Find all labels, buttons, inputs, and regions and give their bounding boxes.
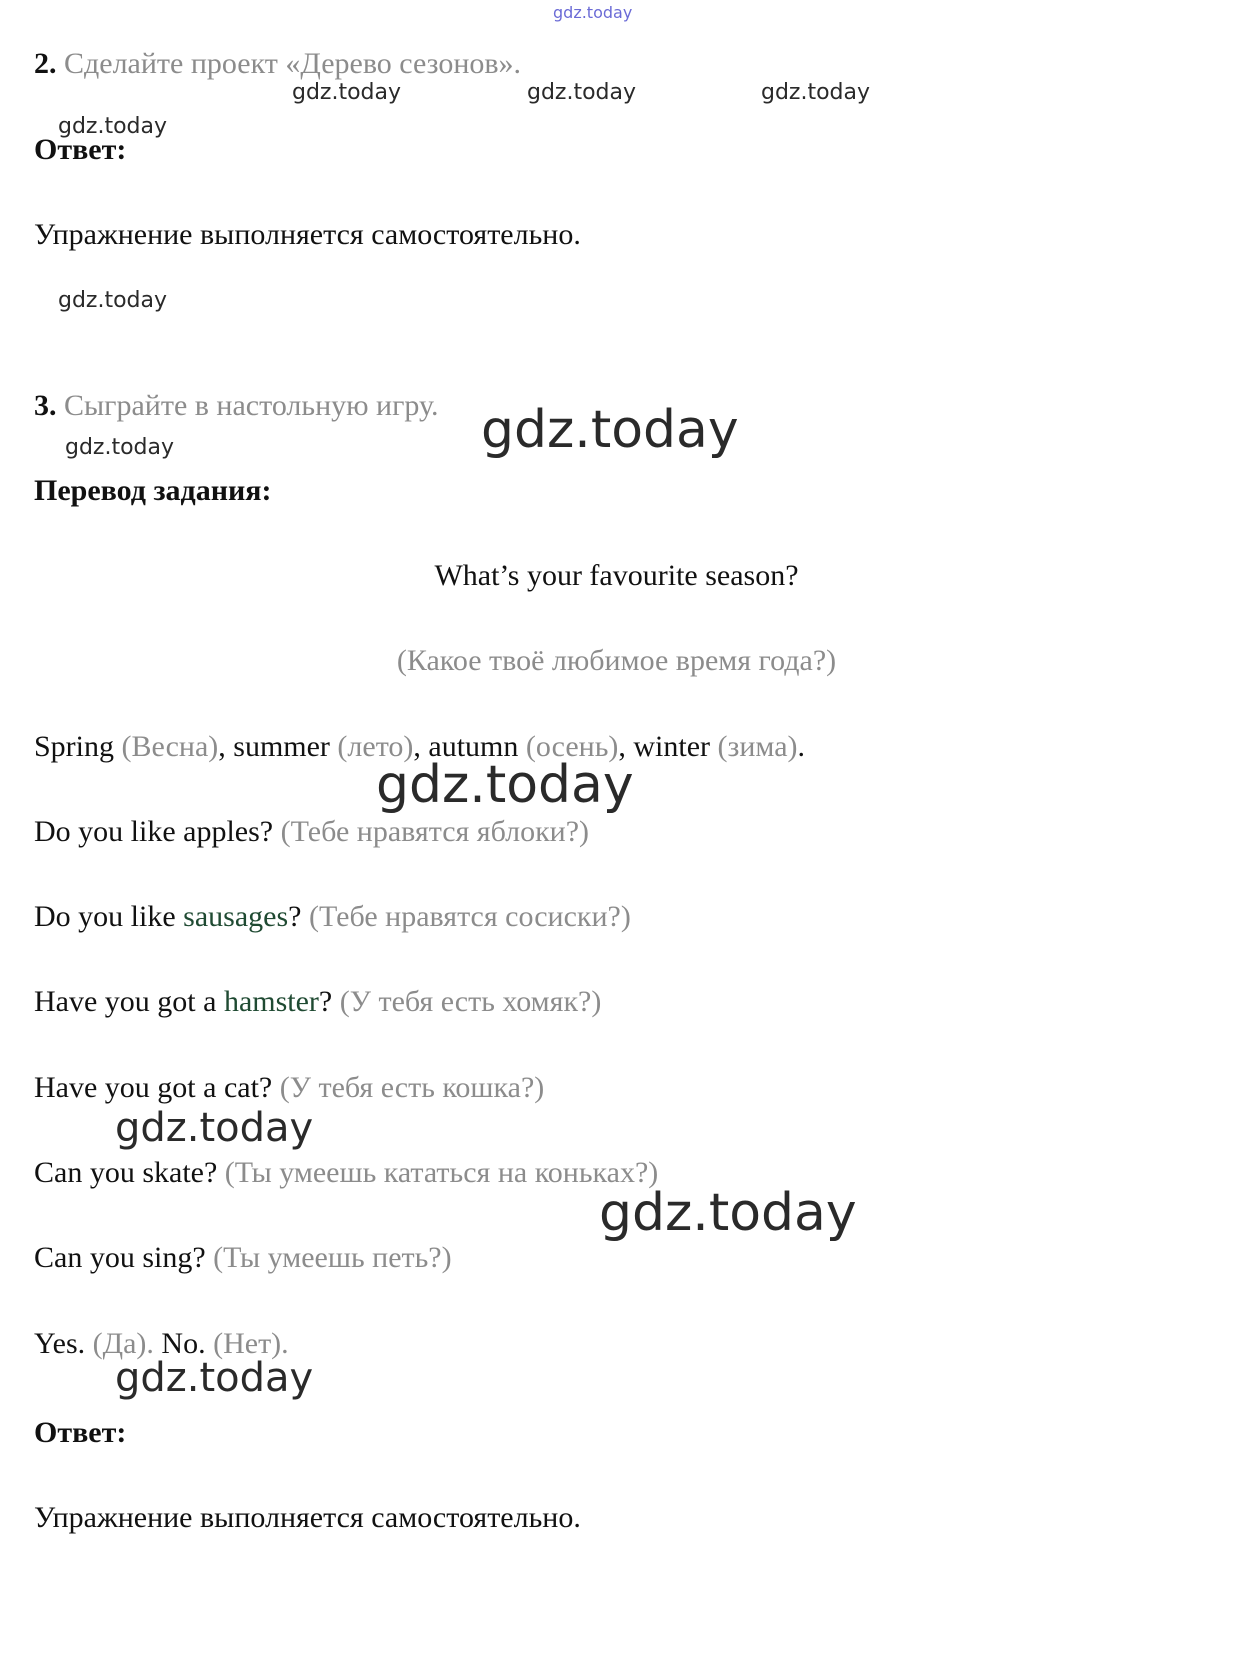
task2-answer-text: Упражнение выполняется самостоятельно. — [34, 218, 581, 251]
question-hamster-ru: (У тебя есть хомяк?) — [339, 985, 602, 1018]
task3-number: 3. — [34, 389, 57, 422]
translation-label: Перевод задания: — [34, 474, 272, 507]
seasons-line: Spring (Весна), summer (лето), autumn (осень), winter (зима). — [34, 730, 805, 763]
question-hamster-en-c: ? — [318, 985, 333, 1018]
task3-title — [34, 388, 439, 424]
watermark: gdz.today — [58, 114, 168, 139]
task2-number: 2. — [34, 47, 57, 80]
question-sausages-ru: (Тебе нравятся сосиски?) — [308, 900, 631, 933]
season-winter: winter — [633, 730, 711, 763]
task2-title — [34, 46, 521, 82]
season-spring: Spring — [34, 730, 115, 763]
question-hamster — [34, 984, 601, 1020]
question-hamster-en-a: Have you got a — [34, 985, 217, 1018]
question-apples-ru: (Тебе нравятся яблоки?) — [280, 815, 590, 848]
season-autumn: autumn — [428, 730, 519, 763]
question-skate — [34, 1155, 658, 1191]
watermark: gdz.today — [376, 755, 634, 815]
watermark: gdz.today — [65, 435, 175, 460]
watermark: gdz.today — [292, 80, 402, 105]
task2-answer-label: Ответ: — [34, 133, 127, 166]
watermark: gdz.today — [115, 1105, 314, 1151]
heading-en: What’s your favourite season? — [434, 559, 799, 592]
watermark: gdz.today — [481, 400, 739, 460]
season-winter-ru: (зима) — [717, 730, 798, 763]
season-summer-ru: (лето) — [337, 730, 414, 763]
question-sing — [34, 1240, 452, 1276]
watermark: gdz.today — [599, 1183, 857, 1243]
task3-text: Сыграйте в настольную игру. — [64, 389, 439, 422]
watermark: gdz.today — [115, 1355, 314, 1401]
season-spring-ru: (Весна) — [121, 730, 219, 763]
question-skate-ru: (Ты умеешь кататься на коньках?) — [224, 1156, 659, 1189]
question-sausages-en-b: sausages — [183, 900, 289, 933]
question-sausages-en-a: Do you like — [34, 900, 176, 933]
watermark: gdz.today — [553, 3, 633, 22]
season-autumn-ru: (осень) — [525, 730, 619, 763]
yes-en: Yes. — [34, 1327, 86, 1360]
question-skate-en: Can you skate? — [34, 1156, 218, 1189]
no-en: No. — [161, 1327, 206, 1360]
question-apples — [34, 814, 589, 850]
question-apples-en: Do you like apples? — [34, 815, 274, 848]
task3-answer-text: Упражнение выполняется самостоятельно. — [34, 1501, 581, 1534]
watermark: gdz.today — [527, 80, 637, 105]
question-sausages-en-c: ? — [288, 900, 302, 933]
question-sausages — [34, 899, 631, 935]
question-sing-ru: (Ты умеешь петь?) — [213, 1241, 452, 1274]
season-summer: summer — [233, 730, 330, 763]
watermark: gdz.today — [761, 80, 871, 105]
question-cat-en: Have you got a cat? — [34, 1071, 273, 1104]
no-ru: (Нет). — [213, 1327, 289, 1360]
task2-text: Сделайте проект «Дерево сезонов». — [64, 47, 522, 80]
question-sing-en: Can you sing? — [34, 1241, 206, 1274]
watermark: gdz.today — [58, 288, 168, 313]
question-cat — [34, 1070, 544, 1106]
question-hamster-en-b: hamster — [223, 985, 319, 1018]
yes-ru: (Да). — [92, 1327, 154, 1360]
heading-ru: (Какое твоё любимое время года?) — [396, 644, 837, 677]
task3-answer-label: Ответ: — [34, 1416, 127, 1449]
question-cat-ru: (У тебя есть кошка?) — [279, 1071, 545, 1104]
